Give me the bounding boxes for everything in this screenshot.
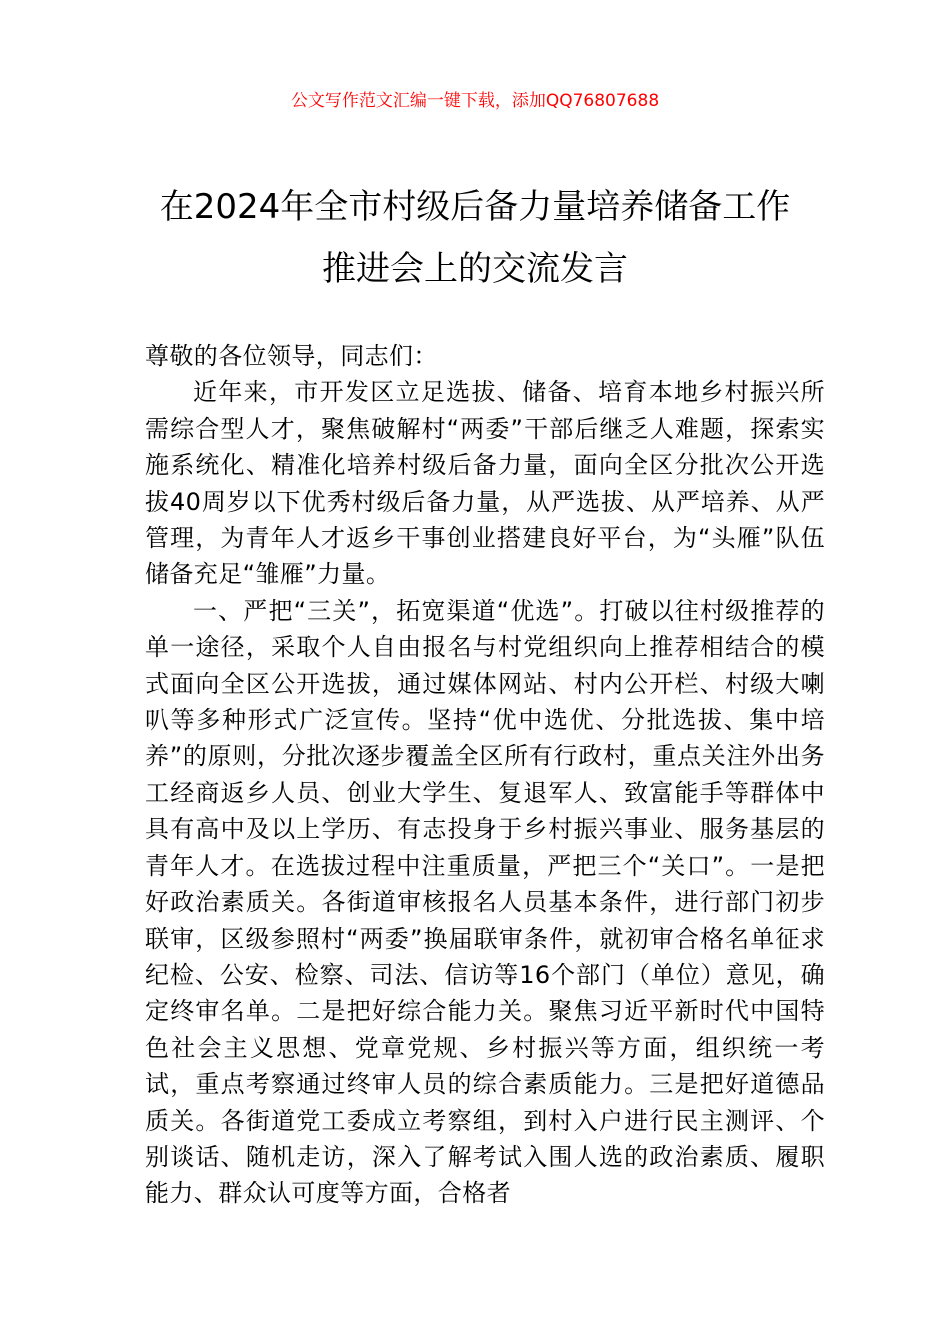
paragraph-intro: 近年来，市开发区立足选拔、储备、培育本地乡村振兴所需综合型人才，聚焦破解村“两委”干部后继乏人难题，探索实施系统化、精准化培养村级后备力量，面向全区分批次公开选拔40周岁以下优秀村级后备力量，从严选拔、从严培养、从严管理，为青年人才返乡干事创业搭建良好平台，为“头雁”队伍储备充足“雏雁”力量。	[145, 378, 825, 589]
title-line-1: 在2024年全市村级后备力量培养储备工作	[159, 187, 791, 227]
salutation: 尊敬的各位领导，同志们：	[145, 342, 438, 370]
document-title	[120, 176, 830, 300]
paragraph-section-1: 一、严把“三关”，拓宽渠道“优选”。打破以往村级推荐的单一途径，采取个人自由报名与村党组织向上推荐相结合的模式面向全区公开选拔，通过媒体网站、村内公开栏、村级大喇叭等多种形式广泛宣传。坚持“优中选优、分批选拔、集中培养”的原则，分批次逐步覆盖全区所有行政村，重点关注外出务工经商返乡人员、创业大学生、复退军人、致富能手等群体中具有高中及以上学历、有志投身于乡村振兴事业、服务基层的青年人才。在选拔过程中注重质量，严把三个“关口”。一是把好政治素质关。各街道审核报名人员基本条件，进行部门初步联审，区级参照村“两委”换届联审条件，就初审合格名单征求纪检、公安、检察、司法、信访等16个部门（单位）意见，确定终审名单。二是把好综合能力关。聚焦习近平新时代中国特色社会主义思想、党章党规、乡村振兴等方面，组织统一考试，重点考察通过终审人员的综合素质能力。三是把好道德品质关。各街道党工委成立考察组，到村入户进行民主测评、个别谈话、随机走访，深入了解考试入围人选的政治素质、履职能力、群众认可度等方面，合格者	[145, 596, 825, 1208]
title-line-2: 推进会上的交流发言	[322, 249, 628, 289]
document-body	[145, 338, 825, 1212]
header-promo-note: 公文写作范文汇编一键下载，添加QQ76807688	[290, 91, 660, 111]
